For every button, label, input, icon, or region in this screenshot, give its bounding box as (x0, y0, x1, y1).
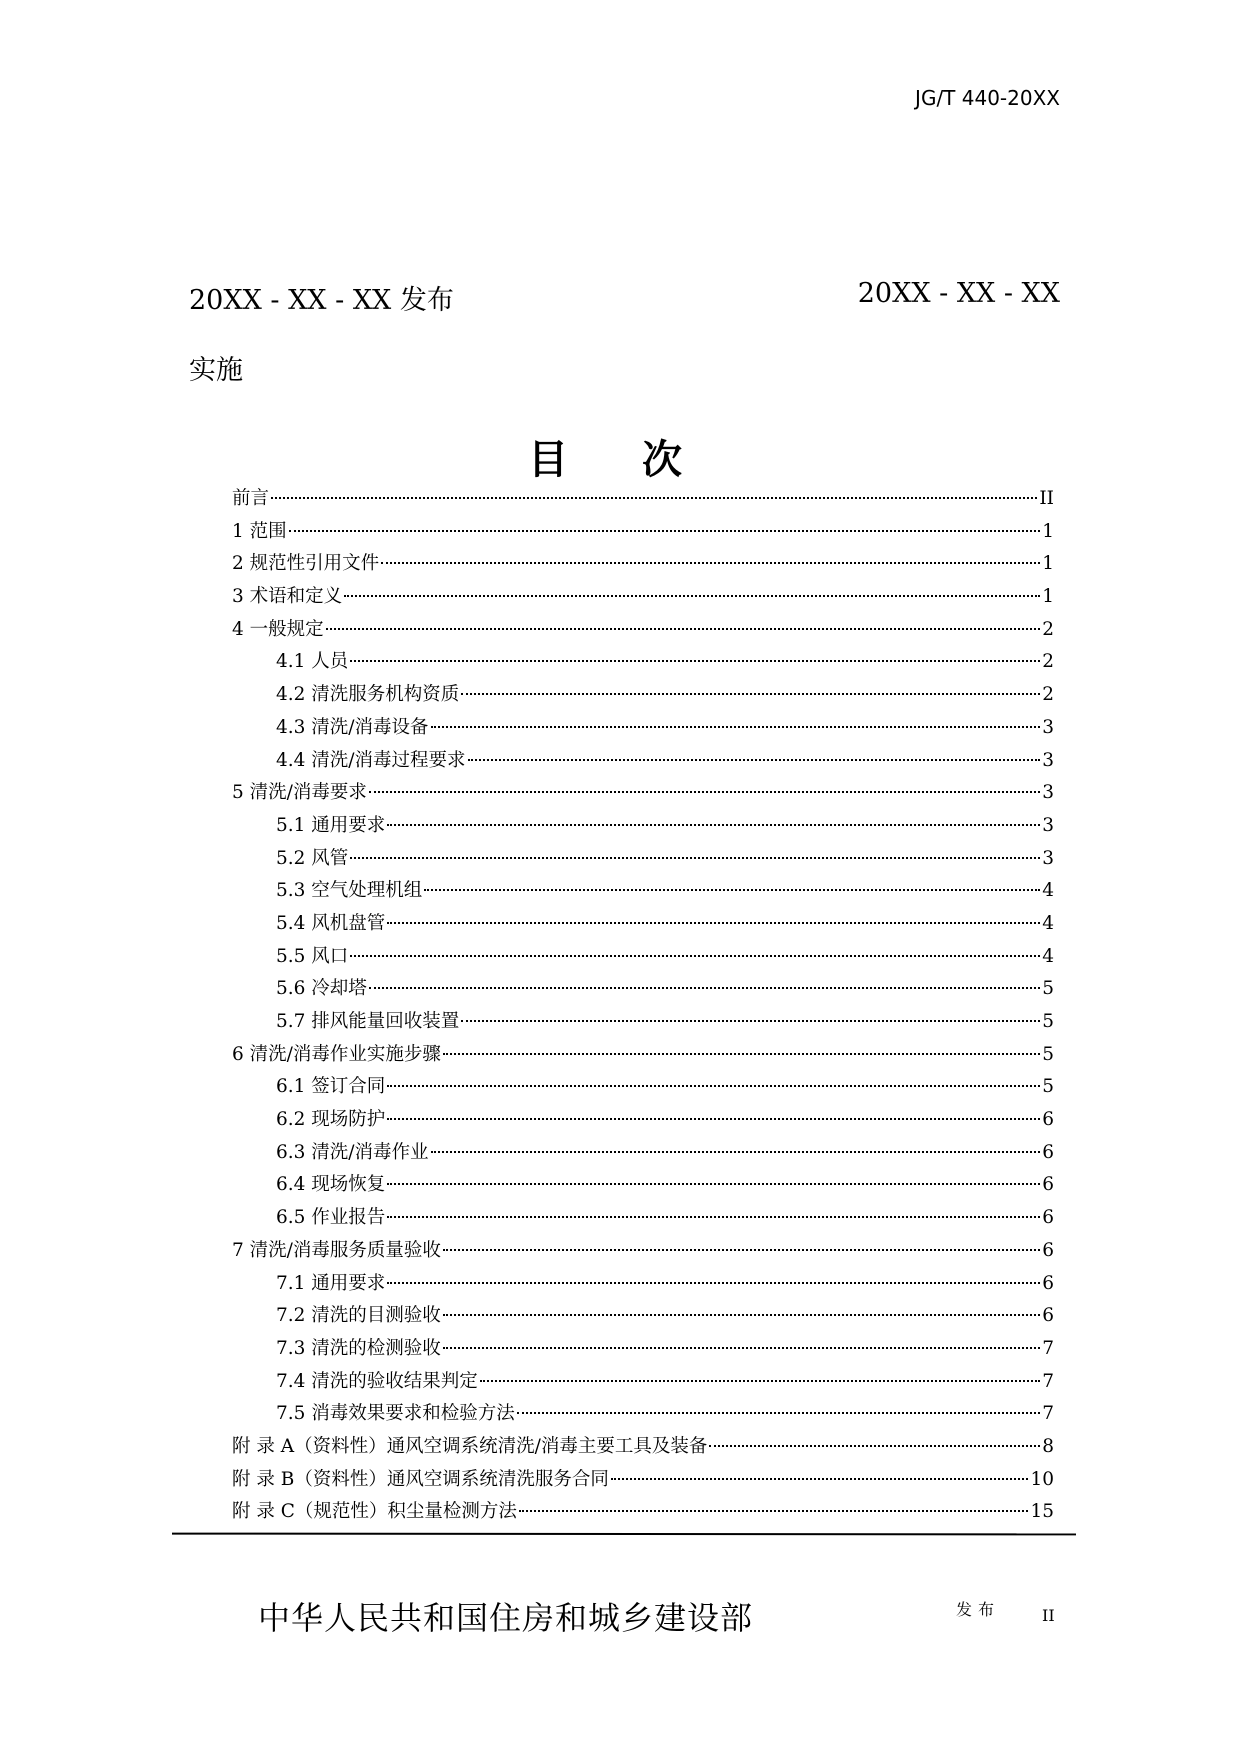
toc-entry[interactable] (232, 646, 1054, 679)
toc-entry-page: 3 (1042, 749, 1054, 771)
toc-entry-title: 前言 (232, 488, 270, 509)
toc-entry[interactable] (232, 1398, 1054, 1431)
toc-entry-title: 附 录 B（资料性）通风空调系统清洗服务合同 (232, 1468, 609, 1490)
standard-code: JG/T 440-20XX (915, 86, 1060, 110)
toc-entry-title: 6.3 清洗/消毒作业 (276, 1141, 429, 1163)
toc-dot-leader (350, 660, 1040, 662)
toc-entry-title: 4.1 人员 (276, 651, 349, 673)
toc-entry-title: 7 清洗/消毒服务质量验收 (232, 1239, 441, 1261)
toc-dot-leader (387, 1118, 1040, 1120)
toc-entry-title: 6.4 现场恢复 (276, 1174, 386, 1196)
toc-dot-leader (369, 987, 1040, 989)
toc-entry[interactable] (232, 973, 1054, 1006)
toc-entry-title: 6.1 签订合同 (276, 1076, 386, 1098)
toc-entry-title: 4.4 清洗/消毒过程要求 (276, 749, 466, 771)
toc-entry-title: 1 范围 (232, 520, 287, 542)
toc-entry-page: 6 (1042, 1109, 1054, 1131)
toc-entry[interactable] (232, 1496, 1054, 1529)
toc-entry[interactable] (232, 712, 1054, 745)
toc-entry[interactable] (232, 1300, 1054, 1333)
toc-dot-leader (350, 857, 1040, 859)
toc-entry-page: 1 (1042, 586, 1054, 608)
toc-entry-page: 4 (1042, 945, 1054, 967)
toc-entry-page: 15 (1030, 1501, 1054, 1523)
toc-entry[interactable] (232, 1366, 1054, 1399)
toc-entry-page: 3 (1042, 814, 1054, 836)
toc-dot-leader (431, 726, 1041, 728)
toc-entry[interactable] (232, 1235, 1054, 1268)
toc-dot-leader (443, 1249, 1040, 1251)
toc-entry-page: 6 (1042, 1141, 1054, 1163)
toc-entry-title: 4.2 清洗服务机构资质 (276, 684, 460, 706)
toc-entry-page: 6 (1042, 1239, 1054, 1261)
toc-entry-page: 6 (1042, 1207, 1054, 1229)
toc-dot-leader (387, 1085, 1040, 1087)
toc-entry-title: 5.4 风机盘管 (276, 912, 386, 934)
toc-entry-title: 7.5 消毒效果要求和检验方法 (276, 1403, 515, 1425)
toc-entry[interactable] (232, 1006, 1054, 1039)
toc-dot-leader (369, 791, 1040, 793)
toc-entry-title: 6.2 现场防护 (276, 1109, 386, 1131)
toc-entry-page: 7 (1042, 1370, 1054, 1392)
toc-entry[interactable] (232, 1333, 1054, 1366)
toc-entry[interactable] (232, 941, 1054, 974)
toc-dot-leader (443, 1347, 1040, 1349)
toc-dot-leader (387, 1183, 1040, 1185)
toc-entry-page: 6 (1042, 1272, 1054, 1294)
toc-dot-leader (381, 562, 1040, 564)
toc-entry-page: 5 (1042, 1043, 1054, 1065)
toc-entry[interactable] (232, 1268, 1054, 1301)
toc-entry-title: 附 录 C（规范性）积尘量检测方法 (232, 1501, 517, 1523)
publish-label: 发布 (956, 1600, 1001, 1619)
toc-entry-page: 3 (1042, 847, 1054, 869)
toc-entry-title: 7.4 清洗的验收结果判定 (276, 1370, 478, 1392)
toc-entry[interactable] (232, 548, 1054, 581)
footer-divider (172, 1533, 1076, 1536)
toc-entry-title: 5.3 空气处理机组 (276, 880, 423, 902)
toc-entry[interactable] (232, 1104, 1054, 1137)
toc-dot-leader (443, 1053, 1040, 1055)
toc-entry-title: 4 一般规定 (232, 618, 324, 640)
toc-entry-page: 1 (1042, 553, 1054, 575)
toc-entry[interactable] (232, 1137, 1054, 1170)
toc-entry-page: 2 (1042, 618, 1054, 640)
toc-entry-title: 6.5 作业报告 (276, 1207, 386, 1229)
toc-entry[interactable] (232, 679, 1054, 712)
toc-dot-leader (443, 1314, 1040, 1316)
toc-dot-leader (519, 1510, 1029, 1512)
toc-entry-title: 3 术语和定义 (232, 586, 343, 608)
toc-entry-title: 7.2 清洗的目测验收 (276, 1305, 441, 1327)
toc-entry-page: 7 (1042, 1337, 1054, 1359)
release-date: 20XX - XX - XX 发布 (189, 285, 454, 316)
toc-entry-page: 8 (1042, 1435, 1054, 1457)
toc-entry-page: 5 (1042, 978, 1054, 1000)
toc-entry-title: 4.3 清洗/消毒设备 (276, 716, 429, 738)
toc-dot-leader (468, 759, 1041, 761)
toc-dot-leader (326, 628, 1041, 630)
implement-label: 实施 (189, 355, 243, 386)
toc-entry-page: 6 (1042, 1305, 1054, 1327)
toc-entry[interactable] (232, 581, 1054, 614)
toc-dot-leader (709, 1445, 1040, 1447)
toc-entry[interactable] (232, 875, 1054, 908)
toc-entry-title: 2 规范性引用文件 (232, 553, 380, 575)
toc-entry-page: 4 (1042, 912, 1054, 934)
toc-entry-title: 附 录 A（资料性）通风空调系统清洗/消毒主要工具及装备 (232, 1435, 708, 1457)
toc-title: 目 次 (528, 437, 712, 483)
table-of-contents (232, 483, 1054, 1529)
toc-dot-leader (271, 497, 1037, 499)
toc-dot-leader (431, 1151, 1041, 1153)
toc-entry-page: 2 (1042, 684, 1054, 706)
toc-entry-page: 5 (1042, 1076, 1054, 1098)
toc-entry[interactable] (232, 908, 1054, 941)
implement-date: 20XX - XX - XX (857, 278, 1060, 309)
toc-entry[interactable] (232, 745, 1054, 778)
toc-dot-leader (387, 1282, 1040, 1284)
toc-entry-page: 10 (1030, 1468, 1054, 1490)
toc-entry-page: 2 (1042, 651, 1054, 673)
toc-dot-leader (387, 824, 1040, 826)
toc-dot-leader (387, 1216, 1040, 1218)
toc-entry-title: 7.1 通用要求 (276, 1272, 386, 1294)
toc-entry[interactable] (232, 1071, 1054, 1104)
toc-entry-page: 7 (1042, 1403, 1054, 1425)
toc-dot-leader (344, 595, 1040, 597)
toc-entry[interactable] (232, 777, 1054, 810)
toc-entry-page: 1 (1042, 520, 1054, 542)
toc-entry-title: 5 清洗/消毒要求 (232, 782, 367, 804)
toc-entry-title: 5.7 排风能量回收装置 (276, 1011, 460, 1032)
toc-entry[interactable] (232, 1169, 1054, 1202)
toc-entry-page: 4 (1042, 880, 1054, 902)
toc-entry-title: 5.6 冷却塔 (276, 978, 367, 1000)
toc-entry[interactable] (232, 810, 1054, 843)
toc-entry[interactable] (232, 1202, 1054, 1235)
toc-entry-page: 3 (1042, 716, 1054, 738)
toc-entry[interactable] (232, 483, 1054, 516)
toc-dot-leader (611, 1478, 1029, 1480)
toc-entry[interactable] (232, 614, 1054, 647)
toc-dot-leader (289, 530, 1041, 532)
toc-entry-title: 5.5 风口 (276, 945, 349, 967)
toc-entry[interactable] (232, 1039, 1054, 1072)
toc-dot-leader (424, 889, 1040, 891)
toc-entry[interactable] (232, 843, 1054, 876)
toc-entry-page: 5 (1042, 1011, 1054, 1032)
toc-entry-title: 5.2 风管 (276, 847, 349, 869)
toc-entry-title: 6 清洗/消毒作业实施步骤 (232, 1043, 441, 1065)
toc-entry-page: II (1039, 488, 1054, 509)
toc-entry-title: 5.1 通用要求 (276, 814, 386, 836)
toc-entry-title: 7.3 清洗的检测验收 (276, 1337, 441, 1359)
toc-dot-leader (461, 1020, 1040, 1022)
toc-entry-page: 6 (1042, 1174, 1054, 1196)
toc-dot-leader (461, 693, 1040, 695)
issuing-authority: 中华人民共和国住房和城乡建设部 (258, 1599, 754, 1637)
toc-entry[interactable] (232, 1464, 1054, 1497)
toc-entry[interactable] (232, 1431, 1054, 1464)
toc-dot-leader (480, 1380, 1040, 1382)
toc-dot-leader (387, 922, 1040, 924)
toc-entry[interactable] (232, 516, 1054, 549)
toc-entry-page: 3 (1042, 782, 1054, 804)
toc-dot-leader (517, 1412, 1040, 1414)
page-number: II (1042, 1606, 1055, 1625)
toc-dot-leader (350, 955, 1040, 957)
